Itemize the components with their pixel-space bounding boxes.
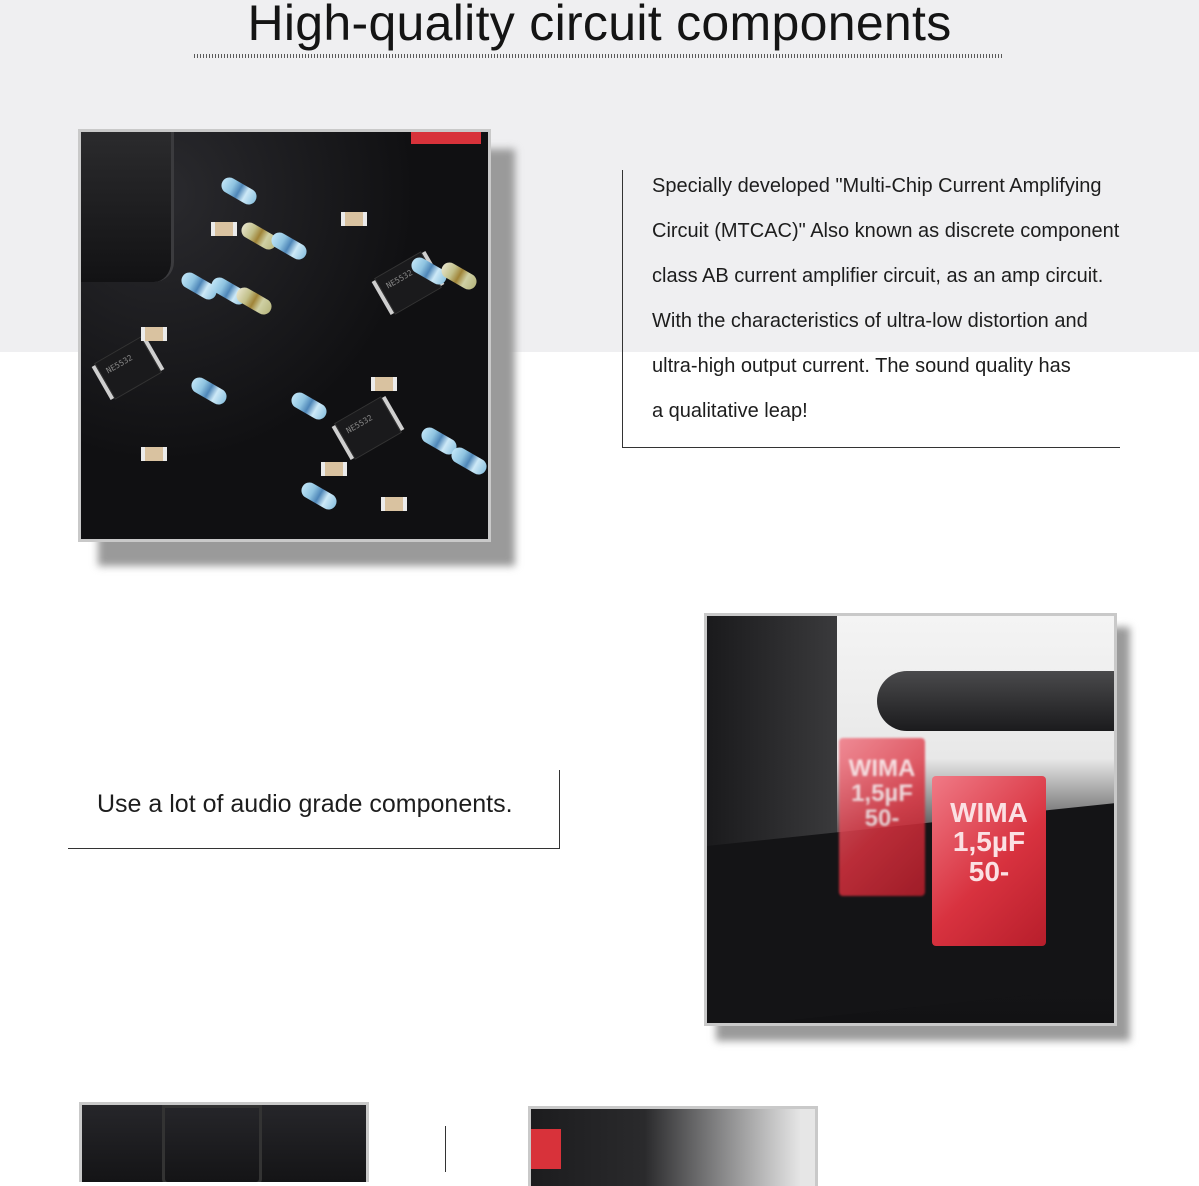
op-amp-chip: NE5532: [334, 396, 402, 459]
resistor: [439, 260, 480, 293]
description-line: class AB current amplifier circuit, as an amp circuit.: [652, 265, 1104, 287]
smd-capacitor: [381, 497, 407, 511]
circuit-board-photo-bottom-left: [79, 1102, 369, 1182]
wima-capacitor: WIMA 1,5µF 50-: [932, 776, 1046, 946]
divider-line: [445, 1126, 446, 1172]
smd-capacitor: [341, 212, 367, 226]
components-caption: Use a lot of audio grade components.: [97, 790, 513, 818]
smd-capacitor: [211, 222, 237, 236]
audio-jack: [877, 671, 1117, 731]
smd-capacitor: [141, 447, 167, 461]
description-line: a qualitative leap!: [652, 400, 808, 422]
resistor: [449, 445, 490, 478]
smd-capacitor: [141, 327, 167, 341]
description-line: Circuit (MTCAC)" Also known as discrete component: [652, 220, 1120, 242]
capacitor-photo: [704, 613, 1117, 1026]
description-line: With the characteristics of ultra-low distortion and: [652, 310, 1088, 332]
components-caption-box: [68, 770, 560, 849]
feature-description-box: [622, 170, 1120, 448]
resistor: [289, 390, 330, 423]
resistor: [299, 480, 340, 513]
wima-capacitor: WIMA 1,5µF 50-: [839, 738, 925, 896]
resistor: [234, 285, 275, 318]
description-line: Specially developed "Multi-Chip Current Amplifying: [652, 175, 1102, 197]
page-title: High-quality circuit components: [247, 0, 952, 51]
title-underline: [194, 54, 1004, 58]
smd-capacitor: [371, 377, 397, 391]
circuit-board-photo-bottom-right: [528, 1106, 818, 1186]
description-line: ultra-high output current. The sound quality has: [652, 355, 1071, 377]
smd-capacitor: [321, 462, 347, 476]
resistor: [219, 175, 260, 208]
audio-jack: [707, 616, 837, 846]
circuit-board-photo: [78, 129, 491, 542]
red-component: [411, 132, 481, 144]
resistor: [189, 375, 230, 408]
op-amp-chip: NE5532: [94, 336, 162, 399]
op-amp-chip: NE5532: [374, 251, 442, 314]
resistor: [269, 230, 310, 263]
